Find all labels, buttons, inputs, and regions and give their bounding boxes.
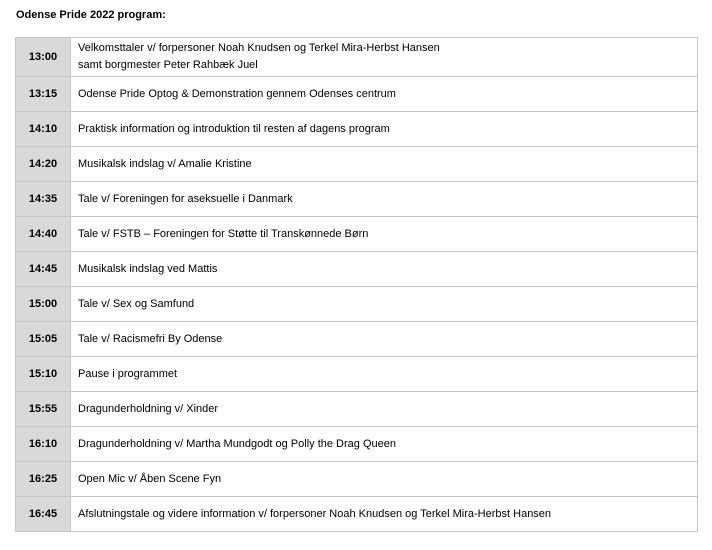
time-cell: 14:35: [16, 182, 71, 217]
table-row: [16, 357, 698, 392]
time-cell: 13:15: [16, 77, 71, 112]
description-cell: Velkomsttaler v/ forpersoner Noah Knudsen og Terkel Mira-Herbst Hansen samt borgmester Peter Rahbæk Juel: [71, 38, 698, 77]
description-cell: Tale v/ Foreningen for aseksuelle i Danmark: [71, 182, 698, 217]
time-cell: 14:40: [16, 217, 71, 252]
table-row: [16, 147, 698, 182]
program-table: [15, 37, 698, 532]
description-cell: Tale v/ Racismefri By Odense: [71, 322, 698, 357]
description-cell: Afslutningstale og videre information v/ forpersoner Noah Knudsen og Terkel Mira-Herbst Hansen: [71, 497, 698, 532]
table-row: [16, 322, 698, 357]
time-cell: 15:10: [16, 357, 71, 392]
description-cell: Open Mic v/ Åben Scene Fyn: [71, 462, 698, 497]
description-cell: Musikalsk indslag ved Mattis: [71, 252, 698, 287]
table-row: [16, 38, 698, 77]
description-cell: Tale v/ Sex og Samfund: [71, 287, 698, 322]
time-cell: 16:10: [16, 427, 71, 462]
time-cell: 16:45: [16, 497, 71, 532]
table-row: [16, 427, 698, 462]
time-cell: 14:10: [16, 112, 71, 147]
description-cell: Dragunderholdning v/ Xinder: [71, 392, 698, 427]
time-cell: 14:20: [16, 147, 71, 182]
description-cell: Musikalsk indslag v/ Amalie Kristine: [71, 147, 698, 182]
table-row: [16, 462, 698, 497]
table-row: [16, 287, 698, 322]
description-cell: Tale v/ FSTB – Foreningen for Støtte til Transkønnede Børn: [71, 217, 698, 252]
time-cell: 13:00: [16, 38, 71, 77]
time-cell: 15:05: [16, 322, 71, 357]
table-row: [16, 217, 698, 252]
table-row: [16, 392, 698, 427]
table-row: [16, 497, 698, 532]
time-cell: 16:25: [16, 462, 71, 497]
table-row: [16, 77, 698, 112]
description-cell: Dragunderholdning v/ Martha Mundgodt og Polly the Drag Queen: [71, 427, 698, 462]
time-cell: 14:45: [16, 252, 71, 287]
description-cell: Odense Pride Optog & Demonstration gennem Odenses centrum: [71, 77, 698, 112]
description-cell: Pause i programmet: [71, 357, 698, 392]
description-cell: Praktisk information og introduktion til resten af dagens program: [71, 112, 698, 147]
time-cell: 15:00: [16, 287, 71, 322]
page-title: Odense Pride 2022 program:: [16, 9, 166, 21]
time-cell: 15:55: [16, 392, 71, 427]
table-row: [16, 112, 698, 147]
table-row: [16, 252, 698, 287]
table-row: [16, 182, 698, 217]
